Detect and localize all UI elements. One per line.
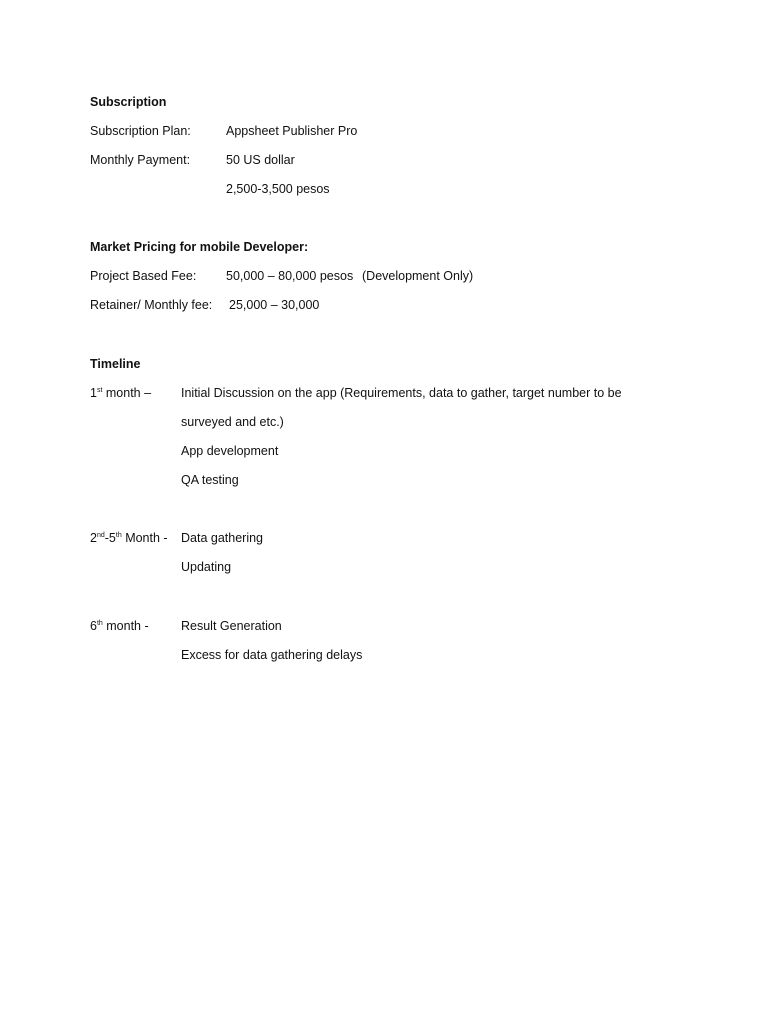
month1-task: surveyed and etc.) [181, 415, 284, 429]
month2-5-task: Data gathering [181, 531, 264, 545]
monthly-payment-label: Monthly Payment: [90, 153, 191, 167]
month2-5-label: 2nd-5th Month - [90, 531, 168, 545]
month2-5-task: Updating [181, 560, 232, 574]
month6-label: 6th month - [90, 619, 149, 633]
monthly-payment-value: 50 US dollar [226, 153, 295, 167]
subscription-plan-label: Subscription Plan: [90, 124, 191, 138]
market-pricing-heading: Market Pricing for mobile Developer: [90, 240, 309, 254]
project-fee-value: 50,000 – 80,000 pesos [226, 269, 354, 283]
subscription-plan-value: Appsheet Publisher Pro [226, 124, 358, 138]
month1-task: App development [181, 444, 279, 458]
retainer-fee-value: 25,000 – 30,000 [229, 298, 320, 312]
project-fee-note: (Development Only) [362, 269, 474, 283]
timeline-heading: Timeline [90, 357, 141, 371]
month1-task: Initial Discussion on the app (Requirements, data to gather, target number to be [181, 386, 622, 400]
month6-task: Excess for data gathering delays [181, 648, 363, 662]
month1-label: 1st month – [90, 386, 152, 400]
month1-task: QA testing [181, 473, 239, 487]
project-fee-label: Project Based Fee: [90, 269, 197, 283]
monthly-payment-pesos: 2,500-3,500 pesos [226, 182, 330, 196]
subscription-heading: Subscription [90, 95, 167, 109]
retainer-fee-label: Retainer/ Monthly fee: [90, 298, 213, 312]
month6-task: Result Generation [181, 619, 282, 633]
